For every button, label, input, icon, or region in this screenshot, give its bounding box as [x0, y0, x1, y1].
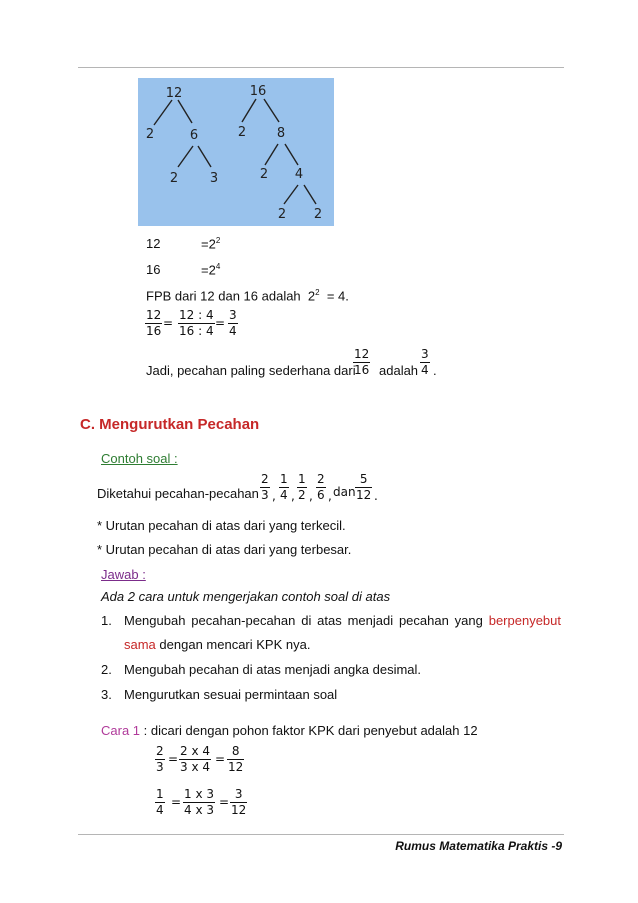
fraction-3-12: $\frac{3}{12}$ [231, 787, 247, 817]
fraction-1-4: $\frac{1}{4}$ [156, 787, 164, 817]
item-number: 3. [101, 687, 112, 702]
fraction-2-6: $\frac{2}{6}$ [317, 472, 325, 502]
dan-word: dan [333, 485, 356, 499]
tree-node: 4 [294, 167, 304, 182]
bullet-terkecil: * Urutan pecahan di atas dari yang terkecil. [97, 518, 346, 533]
tree-node: 16 [249, 84, 267, 99]
item-number: 2. [101, 662, 112, 677]
fact-line-12 [146, 236, 221, 252]
equals-sign: = [168, 752, 179, 766]
fraction-multiply: $\frac{1 x 3}{4 x 3}$ [184, 787, 214, 817]
jawab-intro: Ada 2 cara untuk mengerjakan contoh soal di atas [101, 589, 391, 604]
equals-sign: = [219, 795, 230, 809]
tree-node: 2 [145, 127, 155, 142]
tree-node: 8 [276, 126, 286, 141]
conclusion-adalah: adalah [379, 363, 419, 378]
fpb-line: FPB dari 12 dan 16 adalah $2^2 = 4$. [146, 288, 349, 304]
item-3: Mengurutkan sesuai permintaan soal [124, 687, 338, 702]
tree-node: 2 [169, 171, 179, 186]
top-rule [78, 67, 564, 68]
contoh-intro: Diketahui pecahan-pecahan [97, 486, 259, 501]
fraction-2-3: $\frac{2}{3}$ [156, 744, 164, 774]
cara-1-line: Cara 1 : dicari dengan pohon faktor KPK dari penyebut adalah 12 [101, 723, 478, 738]
period: . [433, 363, 437, 378]
fraction-3-4: $\frac{3}{4}$ [421, 347, 429, 377]
tree-node: 12 [165, 86, 183, 101]
jawab-label: Jawab : [101, 567, 146, 582]
item-1-line2: sama dengan mencari KPK nya. [124, 637, 311, 652]
item-2: Mengubah pecahan di atas menjadi angka desimal. [124, 662, 422, 677]
fraction-division: $\frac{12 : 4}{16 : 4}$ [179, 308, 214, 338]
fraction-3-4: $\frac{3}{4}$ [229, 308, 237, 338]
fact-number: 12 [146, 236, 161, 251]
equals-sign: = [215, 316, 226, 330]
fact-power: $=2^4$ [201, 262, 221, 278]
tree-node: 2 [237, 125, 247, 140]
fraction-12-16: $\frac{12}{16}$ [146, 308, 162, 338]
fact-number: 16 [146, 262, 161, 277]
fraction-multiply: $\frac{2 x 4}{3 x 4}$ [180, 744, 210, 774]
equals-sign: = [215, 752, 226, 766]
fraction-2-3: $\frac{2}{3}$ [261, 472, 269, 502]
bullet-terbesar: * Urutan pecahan di atas dari yang terbesar. [97, 542, 352, 557]
conclusion-text: Jadi, pecahan paling sederhana dari [146, 363, 356, 378]
tree-node: 2 [313, 207, 323, 222]
fraction-12-16: $\frac{12}{16}$ [354, 347, 370, 377]
tree-node: 6 [189, 128, 199, 143]
tree-node: 2 [277, 207, 287, 222]
fraction-8-12: $\frac{8}{12}$ [228, 744, 244, 774]
equals-sign: = [171, 795, 182, 809]
tree-node: 3 [209, 171, 219, 186]
item-number: 1. [101, 613, 112, 628]
comma: , [291, 489, 295, 503]
tree-node: 2 [259, 167, 269, 182]
bottom-rule [78, 834, 564, 835]
fraction-1-4: $\frac{1}{4}$ [280, 472, 288, 502]
item-1-line1: Mengubah pecahan-pecahan di atas menjadi pecahan yang berpenyebut [124, 613, 561, 628]
page-footer: Rumus Matematika Praktis -9 [395, 839, 562, 853]
contoh-soal-label: Contoh soal : [101, 451, 178, 466]
fact-line-16 [146, 262, 221, 278]
period: . [374, 489, 378, 503]
comma: , [272, 489, 276, 503]
fraction-1-2: $\frac{1}{2}$ [298, 472, 306, 502]
section-title: C. Mengurutkan Pecahan [80, 416, 260, 433]
factor-tree-figure [138, 78, 334, 226]
comma: , [309, 489, 313, 503]
fraction-5-12: $\frac{5}{12}$ [356, 472, 372, 502]
equals-sign: = [163, 316, 174, 330]
comma: , [328, 489, 332, 503]
fact-power: $=2^2$ [201, 236, 221, 252]
